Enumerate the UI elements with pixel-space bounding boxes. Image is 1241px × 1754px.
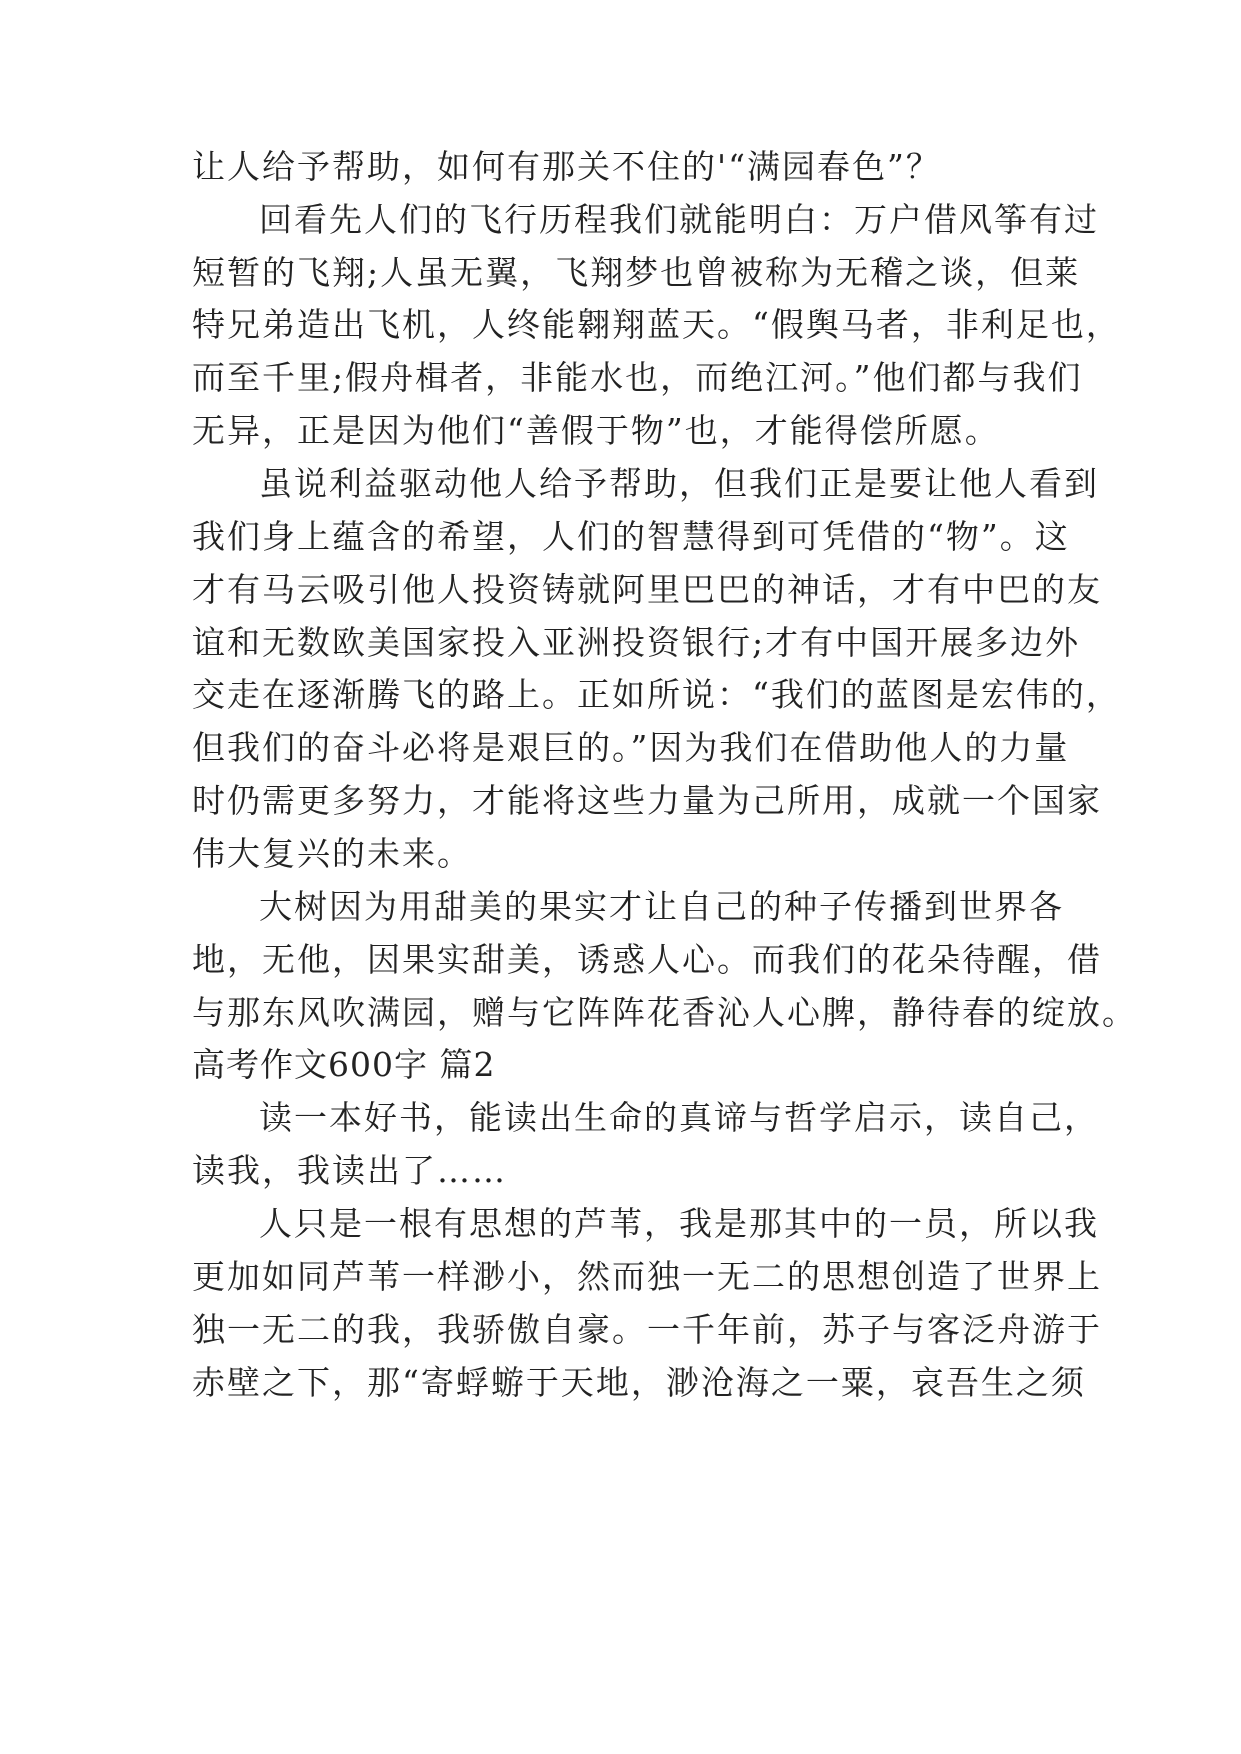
text-line: 无异，正是因为他们“善假于物”也，才能得偿所愿。 xyxy=(192,411,1000,450)
text-line: 短暂的飞翔;人虽无翼，飞翔梦也曾被称为无稽之谈，但莱 xyxy=(192,253,1081,292)
text-line: 谊和无数欧美国家投入亚洲投资银行;才有中国开展多边外 xyxy=(192,623,1081,662)
paragraph-start-line: 回看先人们的飞行历程我们就能明白：万户借风筝有过 xyxy=(259,200,1099,239)
text-line: 与那东风吹满园，赠与它阵阵花香沁人心脾，静待春的绽放。 xyxy=(192,993,1137,1032)
text-line: 读我，我读出了…… xyxy=(192,1151,507,1190)
text-line: 特兄弟造出飞机，人终能翱翔蓝天。“假舆马者，非利足也， xyxy=(192,305,1121,344)
text-line: 让人给予帮助，如何有那关不住的'“满园春色”？ xyxy=(192,147,941,186)
text-line: 交走在逐渐腾飞的路上。正如所说：“我们的蓝图是宏伟的， xyxy=(192,675,1121,714)
text-line: 我们身上蕴含的希望，人们的智慧得到可凭借的“物”。这 xyxy=(192,517,1070,556)
text-line: 时仍需更多努力，才能将这些力量为己所用，成就一个国家 xyxy=(192,781,1102,820)
text-line: 伟大复兴的未来。 xyxy=(192,834,472,873)
section-heading: 高考作文600字 篇2 xyxy=(192,1045,496,1084)
text-line: 才有马云吸引他人投资铸就阿里巴巴的神话，才有中巴的友 xyxy=(192,570,1102,609)
text-line: 而至千里;假舟楫者，非能水也，而绝江河。”他们都与我们 xyxy=(192,358,1083,397)
text-line: 但我们的奋斗必将是艰巨的。”因为我们在借助他人的力量 xyxy=(192,728,1070,767)
paragraph-start-line: 读一本好书，能读出生命的真谛与哲学启示，读自己， xyxy=(259,1098,1099,1137)
text-line: 更加如同芦苇一样渺小，然而独一无二的思想创造了世界上 xyxy=(192,1257,1102,1296)
paragraph-start-line: 虽说利益驱动他人给予帮助，但我们正是要让他人看到 xyxy=(259,464,1099,503)
text-line: 赤壁之下，那“寄蜉蝣于天地，渺沧海之一粟，哀吾生之须 xyxy=(192,1363,1086,1402)
paragraph-start-line: 人只是一根有思想的芦苇，我是那其中的一员，所以我 xyxy=(259,1204,1099,1243)
paragraph-start-line: 大树因为用甜美的果实才让自己的种子传播到世界各 xyxy=(259,887,1064,926)
text-line: 地，无他，因果实甜美，诱惑人心。而我们的花朵待醒，借 xyxy=(192,940,1102,979)
text-line: 独一无二的我，我骄傲自豪。一千年前，苏子与客泛舟游于 xyxy=(192,1310,1102,1349)
